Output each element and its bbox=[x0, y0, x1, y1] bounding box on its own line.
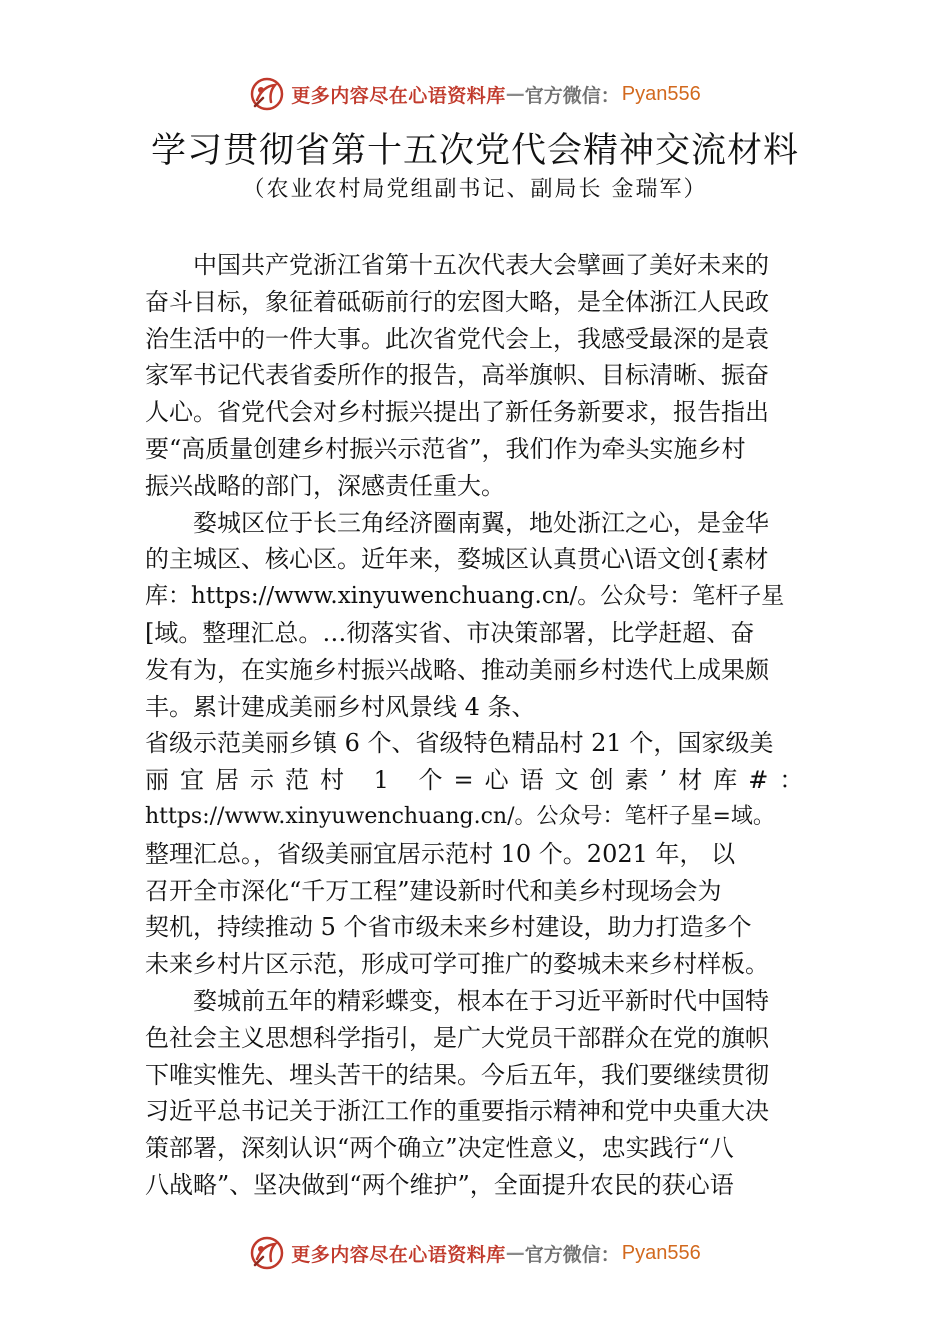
banner-separator: — bbox=[505, 83, 525, 105]
body-line: 省级示范美丽乡镇 6 个、省级特色精品村 21 个，国家级美 bbox=[145, 729, 774, 758]
body-line: 人心。省党代会对乡村振兴提出了新任务新要求，报告指出 bbox=[145, 398, 769, 427]
banner-main-text: 更多内容尽在心语资料库 bbox=[291, 1243, 506, 1266]
banner-main-text: 更多内容尽在心语资料库 bbox=[291, 84, 506, 107]
body-line: 未来乡村片区示范，形成可学可推广的婺城未来乡村样板。 bbox=[145, 950, 769, 979]
banner-wechat-label: 官方微信： bbox=[524, 1243, 620, 1266]
document-body bbox=[145, 247, 825, 1204]
body-line: 召开全市深化“千万工程”建设新时代和美乡村现场会为 bbox=[145, 876, 722, 905]
body-line: [域。整理汇总。…彻落实省、市决策部署，比学赶超、奋 bbox=[145, 618, 755, 647]
body-line: 中国共产党浙江省第十五次代表大会擘画了美好未来的 bbox=[193, 251, 769, 279]
body-line: 奋斗目标，象征着砥砺前行的宏图大略，是全体浙江人民政 bbox=[145, 287, 769, 316]
library-logo-icon bbox=[249, 76, 285, 112]
header-watermark-banner bbox=[0, 72, 950, 116]
body-line: 整理汇总。，省级美丽宜居示范村 10 个。2021 年， 以 bbox=[145, 839, 736, 868]
document-subtitle: （农业农村局党组副书记、副局长 金瑞军） bbox=[242, 177, 708, 202]
body-line: 婺城区位于长三角经济圈南翼，地处浙江之心，是金华 bbox=[193, 508, 769, 537]
footer-watermark-banner bbox=[0, 1231, 950, 1275]
body-line: 的主城区、核心区。近年来，婺城区认真贯心\语文创{素材 bbox=[145, 545, 769, 574]
body-line: 八战略”、坚决做到“两个维护”，全面提升农民的获心语 bbox=[145, 1170, 734, 1199]
body-line: 要“高质量创建乡村振兴示范省”，我们作为牵头实施乡村 bbox=[145, 434, 746, 463]
banner-wechat-id: Pyan556 bbox=[621, 1241, 701, 1264]
body-line: 振兴战略的部门，深感责任重大。 bbox=[145, 471, 505, 500]
body-line: 丰。累计建成美丽乡村风景线 4 条、 bbox=[145, 692, 536, 721]
body-line: 习近平总书记关于浙江工作的重要指示精神和党中央重大决 bbox=[145, 1097, 769, 1126]
body-line: 丽宜居示范村 1 个=心语文创素’材库#： bbox=[145, 766, 815, 795]
body-line: 库：https://www.xinyuwenchuang.cn/。公众号：笔杆子星 bbox=[145, 583, 785, 610]
banner-wechat-id: Pyan556 bbox=[621, 82, 701, 105]
body-line: https://www.xinyuwenchuang.cn/。公众号：笔杆子星=域。 bbox=[145, 803, 775, 829]
body-line: 发有为，在实施乡村振兴战略、推动美丽乡村迭代上成果颇 bbox=[145, 655, 769, 684]
library-logo-icon bbox=[249, 1235, 285, 1271]
document-title: 学习贯彻省第十五次党代会精神交流材料 bbox=[150, 131, 799, 171]
body-line: 家军书记代表省委所作的报告，高举旗帜、目标清晰、振奋 bbox=[145, 361, 769, 390]
banner-wechat-label: 官方微信： bbox=[524, 84, 620, 107]
body-line: 色社会主义思想科学指引，是广大党员干部群众在党的旗帜 bbox=[145, 1023, 769, 1052]
body-line: 婺城前五年的精彩蝶变，根本在于习近平新时代中国特 bbox=[193, 986, 769, 1015]
body-line: 下唯实惟先、埋头苦干的结果。今后五年，我们要继续贯彻 bbox=[145, 1060, 769, 1089]
body-line: 契机，持续推动 5 个省市级未来乡村建设，助力打造多个 bbox=[145, 913, 752, 942]
body-line: 治生活中的一件大事。此次省党代会上，我感受最深的是袁 bbox=[145, 324, 769, 353]
body-line: 策部署，深刻认识“两个确立”决定性意义，忠实践行“八 bbox=[145, 1134, 734, 1163]
banner-separator: — bbox=[505, 1242, 525, 1264]
